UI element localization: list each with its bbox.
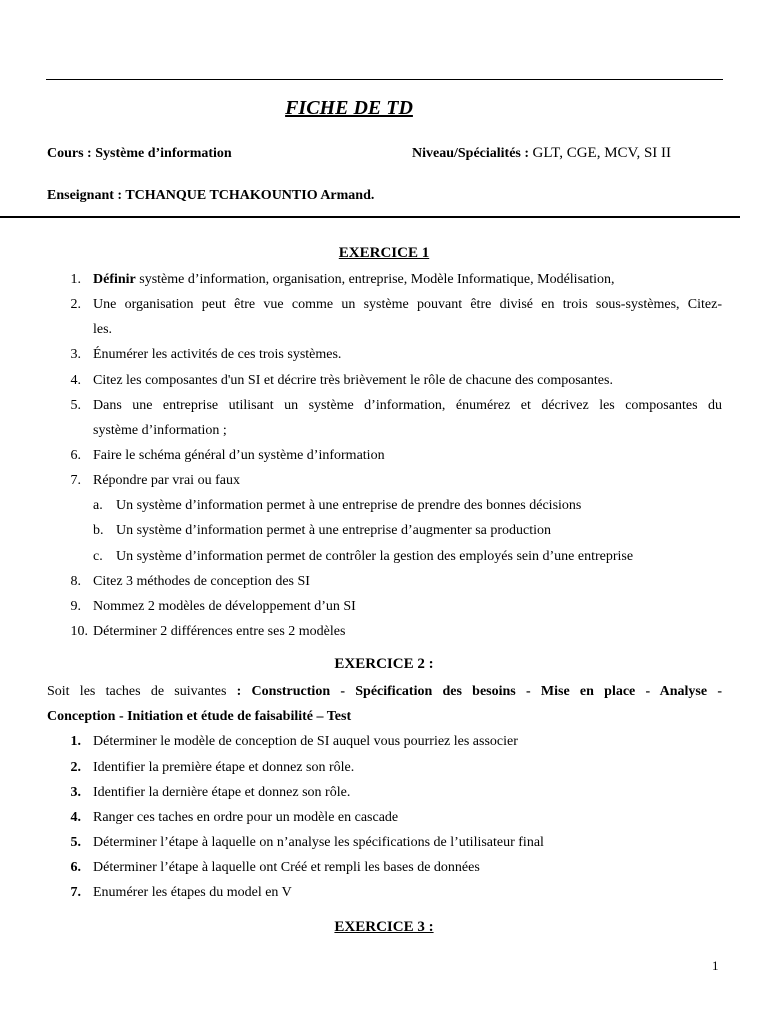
ex1-item-text: Citez les composantes d'un SI et décrire très brièvement le rôle de chacune des composantes. (93, 373, 613, 388)
ex1-item-continuation: système d’information ; (93, 423, 227, 438)
ex2-item-text: Identifier la première étape et donnez son rôle. (93, 760, 355, 775)
level-line (412, 145, 671, 162)
ex1-item-bold-prefix: Définir (93, 272, 136, 287)
ex1-item-text: Une organisation peut être vue comme un système pouvant être divisé en trois sous-systèmes, Citez- (93, 297, 722, 312)
ex1-subitem-text: Un système d’information permet à une entreprise de prendre des bonnes décisions (116, 498, 582, 513)
ex2-item-text: Enumérer les étapes du model en V (93, 885, 292, 900)
teacher-line: Enseignant : TCHANQUE TCHAKOUNTIO Armand. (47, 188, 375, 203)
ex1-item-number: 9. (70, 599, 81, 614)
ex2-item-text: Identifier la dernière étape et donnez son rôle. (93, 785, 351, 800)
ex1-item-text: Énumérer les activités de ces trois systèmes. (93, 347, 342, 362)
ex1-subitem-letter: a. (93, 498, 103, 513)
ex2-item-text: Déterminer l’étape à laquelle on n’analyse les spécifications de l’utilisateur final (93, 835, 544, 850)
ex1-subitem-text: Un système d’information permet à une entreprise d’augmenter sa production (116, 523, 552, 538)
ex1-subitem-letter: c. (93, 549, 103, 564)
ex1-item-text: Faire le schéma général d’un système d’information (93, 448, 385, 463)
page-number: 1 (712, 958, 719, 973)
ex2-item-number: 4. (70, 810, 81, 825)
ex1-item-number: 4. (70, 373, 81, 388)
ex1-item-text: système d’information, organisation, entreprise, Modèle Informatique, Modélisation, (135, 272, 615, 287)
exercise2-title: EXERCICE 2 : (334, 656, 434, 672)
ex2-item-text: Ranger ces taches en ordre pour un modèle en cascade (93, 810, 399, 825)
ex2-item-number: 7. (70, 885, 81, 900)
ex1-item-number: 10. (70, 624, 88, 639)
exercise3-title: EXERCICE 3 : (334, 919, 434, 935)
ex1-item-number: 7. (70, 473, 81, 488)
ex2-intro-bold-continuation: Conception - Initiation et étude de faisabilité – Test (47, 709, 352, 724)
ex2-item-number: 3. (70, 785, 81, 800)
ex1-item-text: Nommez 2 modèles de développement d’un SI (93, 599, 356, 614)
top-rule (46, 79, 723, 80)
header-rule (0, 216, 740, 218)
level-value: GLT, CGE, MCV, SI II (532, 145, 672, 161)
ex2-intro-plain: Soit les taches de suivantes (47, 684, 237, 699)
ex2-item-number: 5. (70, 835, 81, 850)
ex2-item-number: 6. (70, 860, 81, 875)
ex2-item-number: 2. (70, 760, 81, 775)
ex2-item-number: 1. (70, 734, 81, 749)
ex1-item-text: Répondre par vrai ou faux (93, 473, 240, 488)
ex1-item-continuation: les. (93, 322, 113, 337)
ex1-item-number: 6. (70, 448, 81, 463)
ex1-item-number: 2. (70, 297, 81, 312)
ex1-item-text: Déterminer 2 différences entre ses 2 modèles (93, 624, 346, 639)
ex1-subitem-letter: b. (93, 523, 104, 538)
ex1-item (93, 271, 615, 289)
ex2-intro-line (47, 683, 722, 701)
ex1-subitem-text: Un système d’information permet de contrôler la gestion des employés sein d’une entreprise (116, 549, 634, 564)
ex1-item-text: Citez 3 méthodes de conception des SI (93, 574, 310, 589)
exercise1-title: EXERCICE 1 (338, 245, 430, 261)
ex1-item-number: 5. (70, 398, 81, 413)
ex1-item-number: 8. (70, 574, 81, 589)
course-label: Cours : Système d’information (47, 146, 232, 161)
ex2-intro-bold: : Construction - Spécification des besoins - Mise en place - Analyse - (236, 684, 722, 699)
ex1-item-text: Dans une entreprise utilisant un système d’information, énumérez et décrivez les composantes du (93, 398, 722, 413)
level-label: Niveau/Spécialités : (412, 146, 533, 161)
ex2-item-text: Déterminer l’étape à laquelle ont Créé et rempli les bases de données (93, 860, 480, 875)
ex2-item-text: Déterminer le modèle de conception de SI auquel vous pourriez les associer (93, 734, 518, 749)
ex1-item-number: 1. (70, 272, 81, 287)
page-title: FICHE DE TD (285, 97, 413, 119)
ex1-item-number: 3. (70, 347, 81, 362)
